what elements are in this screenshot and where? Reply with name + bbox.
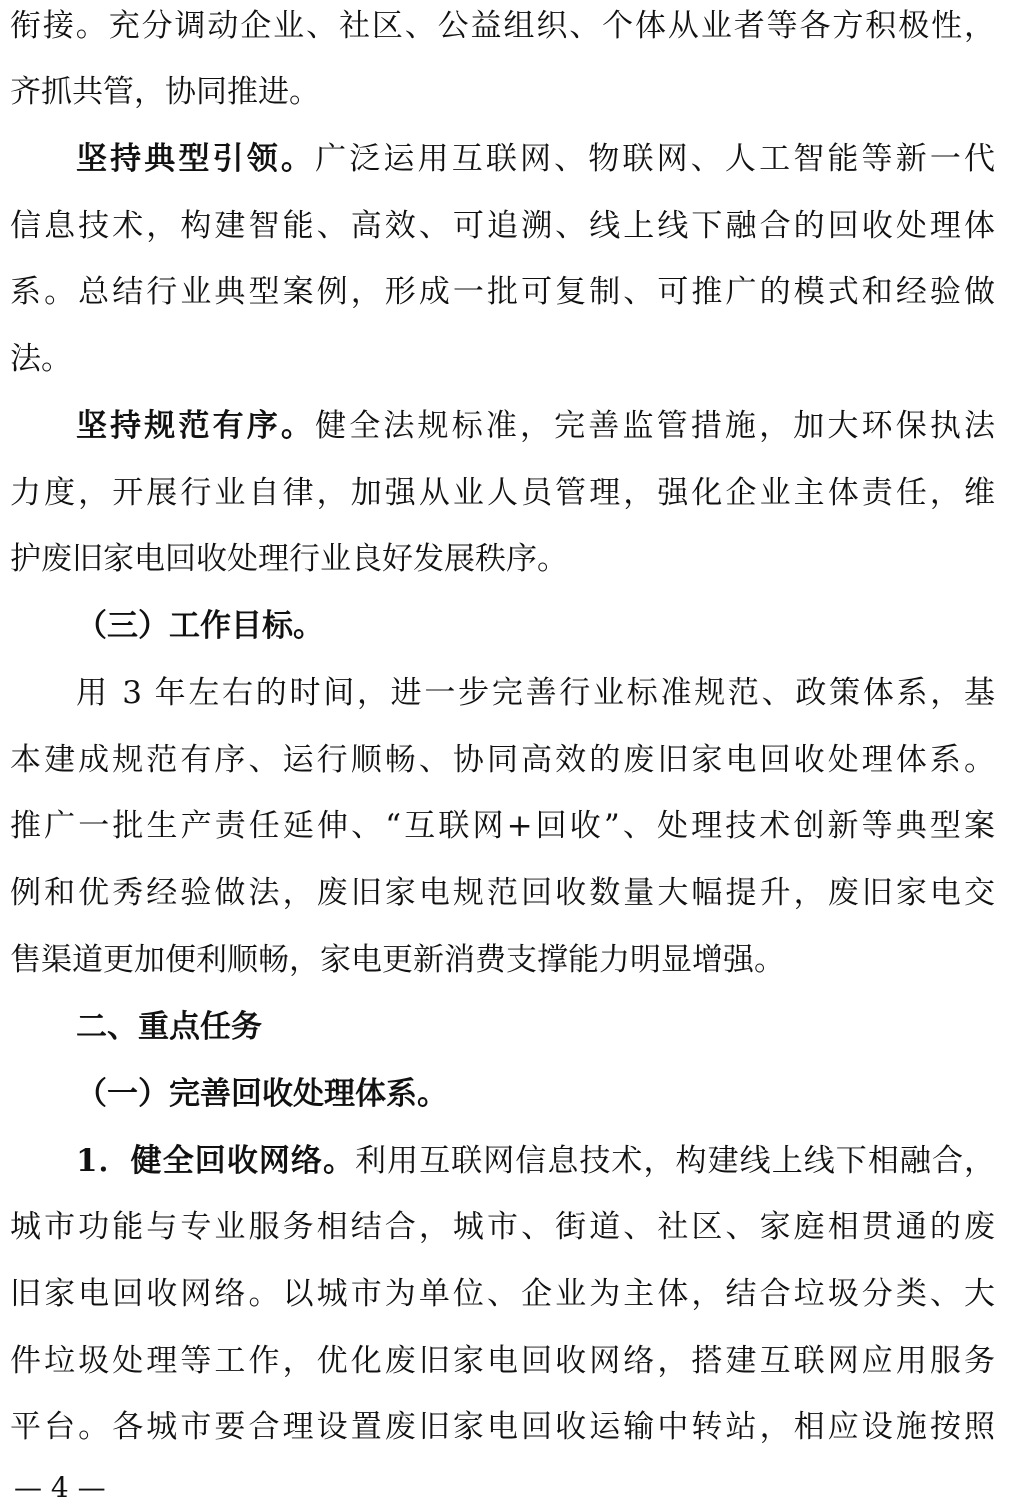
page-number: — 4 — — [14, 1471, 106, 1504]
text-line-8: 力度，开展行业自律，加强从业人员管理，强化企业主体责任，维 — [10, 475, 995, 511]
subheading-goals: （三）工作目标。 — [76, 608, 324, 644]
paragraph-norms-lead — [76, 402, 995, 450]
text-line-14: 例和优秀经验做法，废旧家电规范回收数量大幅提升，废旧家电交 — [10, 875, 995, 911]
text-line-20: 旧家电回收网络。以城市为单位、企业为主体，结合垃圾分类、大 — [10, 1276, 995, 1312]
paragraph-network-lead — [76, 1137, 995, 1185]
paragraph-typical-lead — [76, 135, 995, 183]
text-line-13: 推广一批生产责任延伸、“互联网+回收”、处理技术创新等典型案 — [10, 808, 995, 844]
text-line-2: 齐抓共管，协同推进。 — [10, 74, 320, 110]
lead-typical: 坚持典型引领。 — [76, 141, 316, 177]
section-heading-key-tasks: 二、重点任务 — [76, 1009, 262, 1045]
lead-network: 1．健全回收网络。 — [76, 1143, 356, 1179]
text-line-19: 城市功能与专业服务相结合，城市、街道、社区、家庭相贯通的废 — [10, 1209, 995, 1245]
text-line-12: 本建成规范有序、运行顺畅、协同高效的废旧家电回收处理体系。 — [10, 742, 995, 778]
lead-norms: 坚持规范有序。 — [76, 408, 316, 444]
subheading-recycling-system: （一）完善回收处理体系。 — [76, 1076, 448, 1112]
rest-norms: 健全法规标准，完善监管措施，加大环保执法 — [315, 408, 995, 444]
text-line-5: 系。总结行业典型案例，形成一批可复制、可推广的模式和经验做 — [10, 274, 995, 310]
text-line-9: 护废旧家电回收处理行业良好发展秩序。 — [10, 541, 568, 577]
text-line-15: 售渠道更加便利顺畅，家电更新消费支撑能力明显增强。 — [10, 942, 785, 978]
text-line-21: 件垃圾处理等工作，优化废旧家电回收网络，搭建互联网应用服务 — [10, 1343, 995, 1379]
rest-typical: 广泛运用互联网、物联网、人工智能等新一代 — [315, 141, 995, 177]
text-line-1: 衔接。充分调动企业、社区、公益组织、个体从业者等各方积极性， — [10, 8, 995, 44]
rest-network: 利用互联网信息技术，构建线上线下相融合， — [355, 1143, 995, 1179]
text-line-22: 平台。各城市要合理设置废旧家电回收运输中转站，相应设施按照 — [10, 1409, 995, 1445]
text-line-4: 信息技术，构建智能、高效、可追溯、线上线下融合的回收处理体 — [10, 208, 995, 244]
text-line-6: 法。 — [10, 341, 72, 377]
text-line-11: 用 3 年左右的时间，进一步完善行业标准规范、政策体系，基 — [76, 675, 995, 711]
